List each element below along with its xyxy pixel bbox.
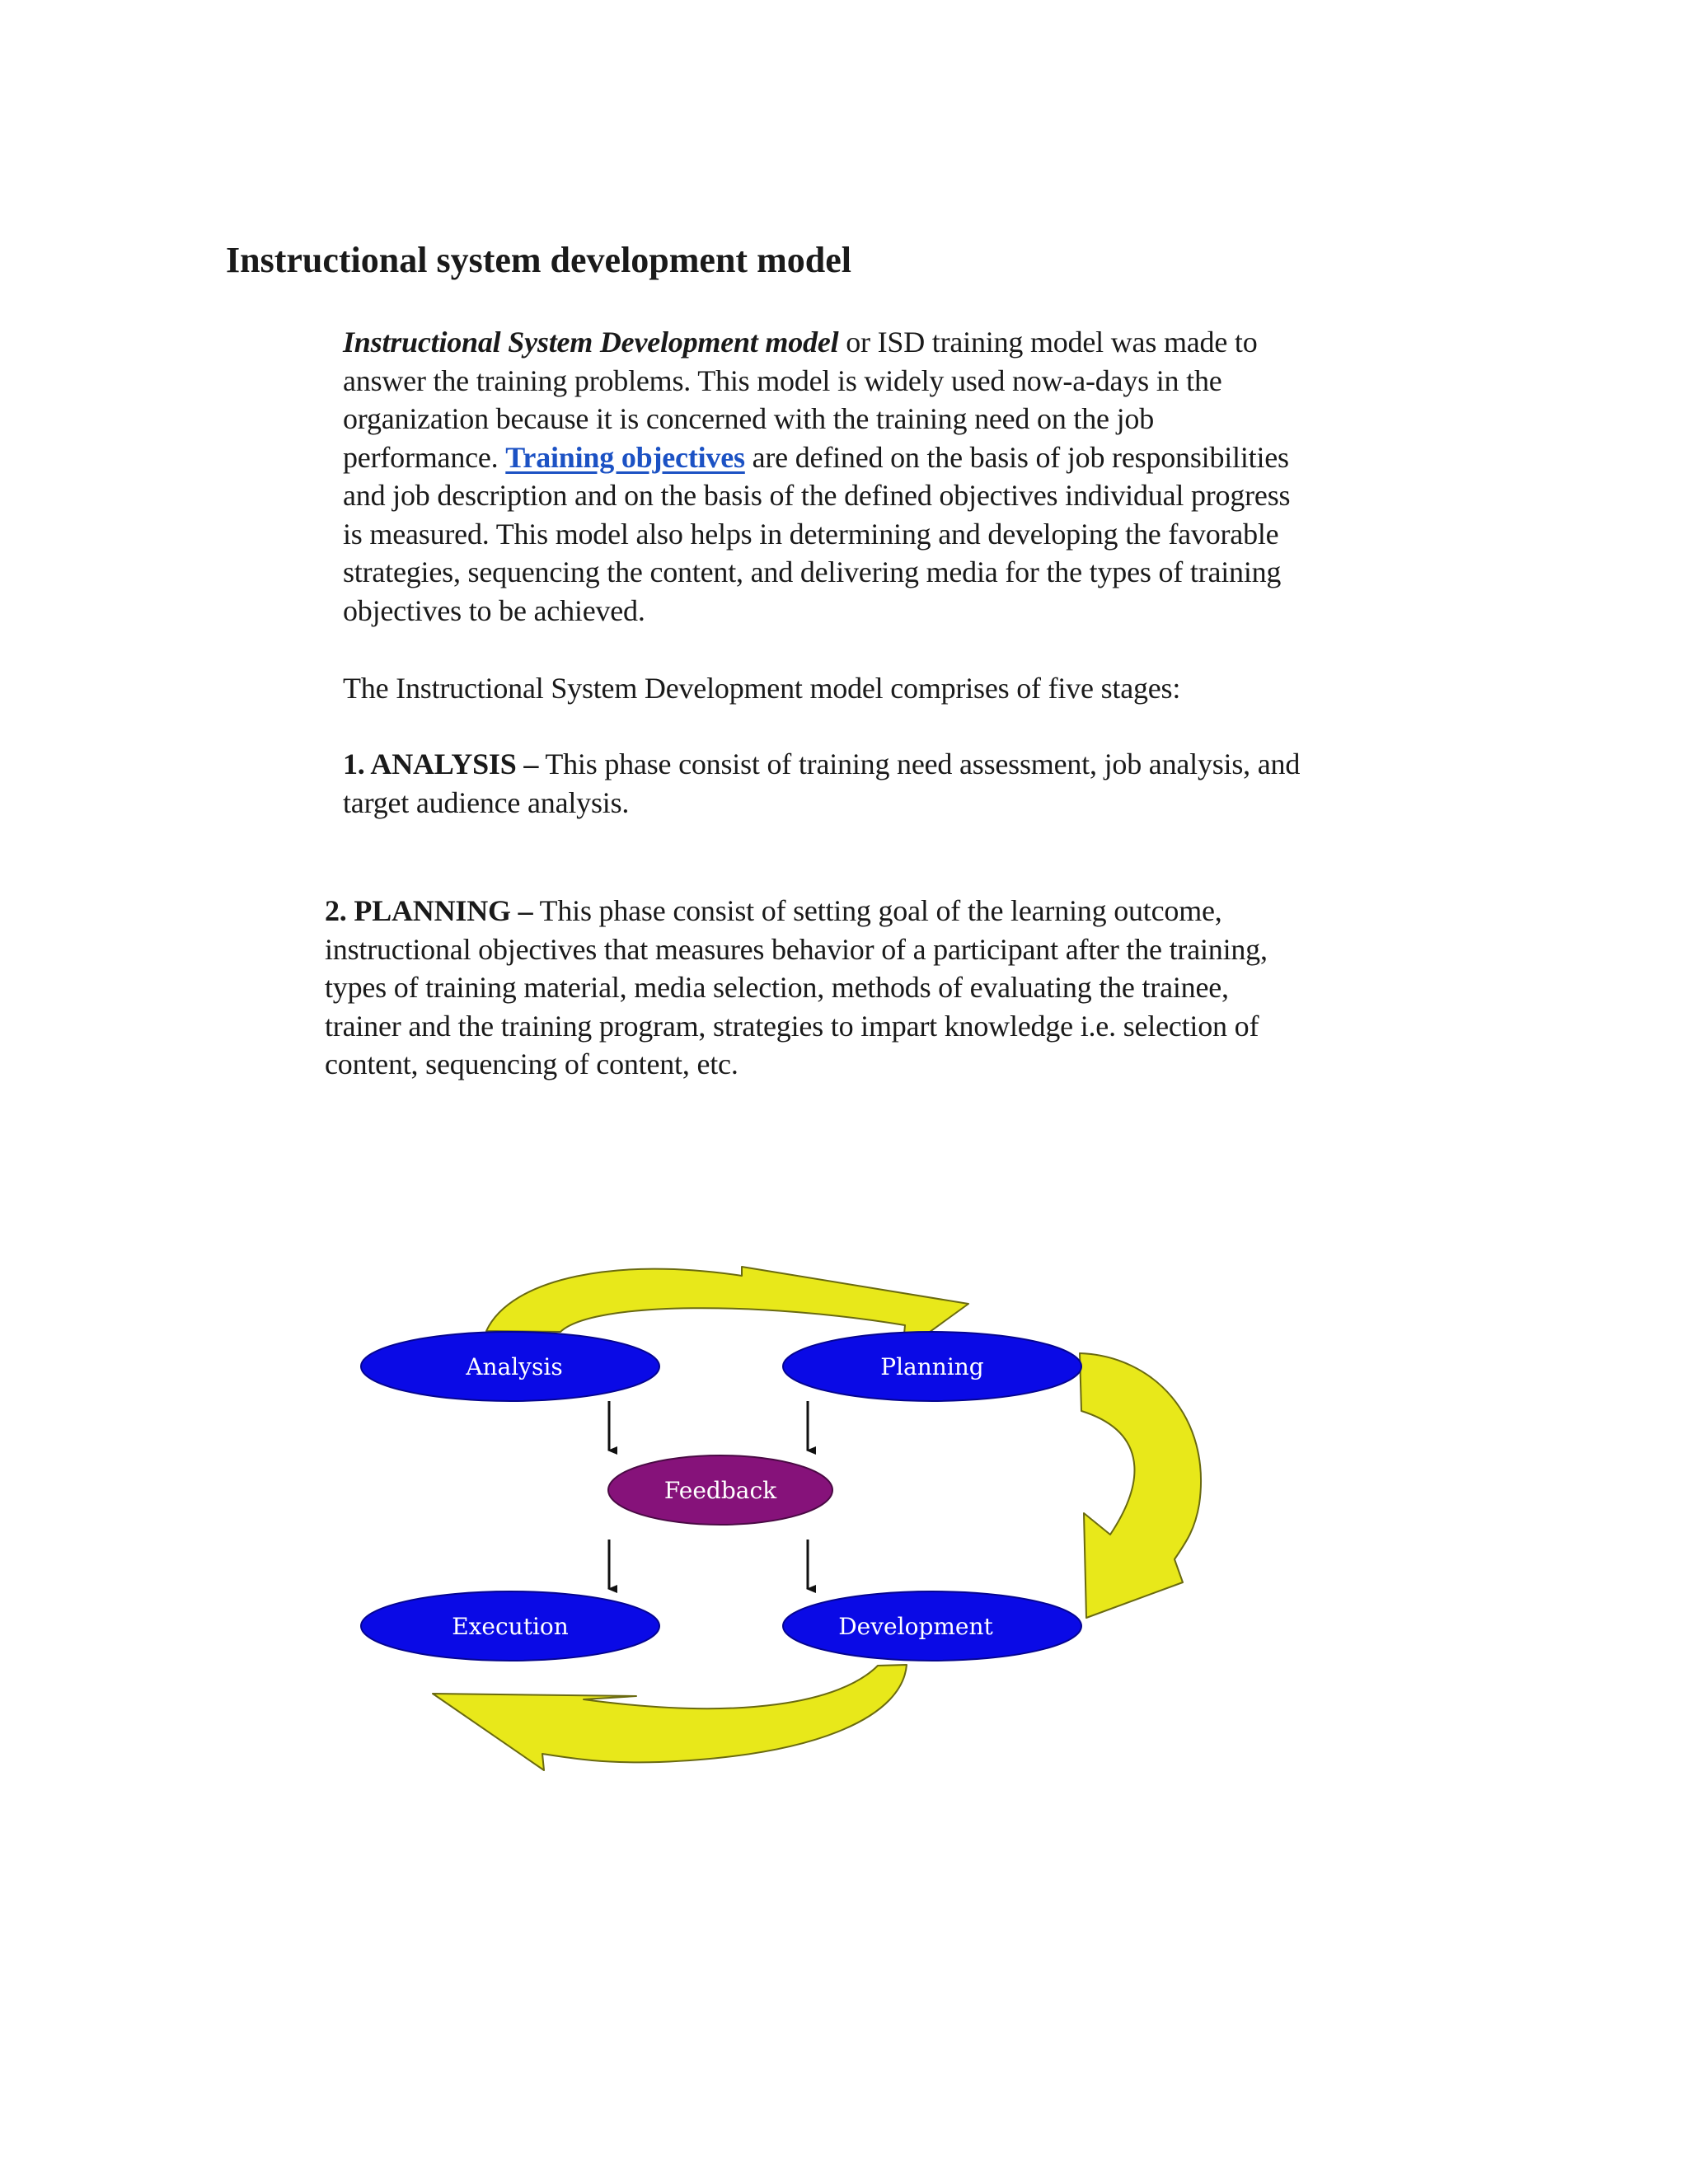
intro-text: are defined on the basis of job responsibilities (744, 440, 1289, 474)
intro-line: organization because it is concerned with the training need on the job (343, 402, 1155, 435)
analysis-text: This phase consist of training need assessment, job analysis, and (538, 748, 1301, 780)
planning-line: trainer and the training program, strategies to impart knowledge i.e. selection of (325, 1009, 1259, 1043)
node-planning-label: Planning (880, 1353, 984, 1380)
stages-intro-line: The Instructional System Development model comprises of five stages: (343, 672, 1181, 705)
intro-text: or ISD training model was made to (838, 326, 1258, 359)
intro-line: objectives to be achieved. (343, 593, 645, 627)
node-planning (783, 1332, 1081, 1401)
planning-line: types of training material, media selection, methods of evaluating the trainee, (325, 971, 1229, 1004)
node-analysis-label: Analysis (466, 1353, 563, 1380)
node-development-label: Development (838, 1613, 993, 1640)
intro-line: and job description and on the basis of the defined objectives individual progress (343, 479, 1291, 512)
isd-cycle-diagram (330, 1236, 1236, 1813)
node-execution-label: Execution (452, 1613, 569, 1640)
planning-text: This phase consist of setting goal of the learning outcome, (532, 894, 1222, 927)
page-title: Instructional system development model (226, 240, 851, 280)
planning-label: 2. PLANNING – (325, 894, 533, 927)
isd-model-term: Instructional System Development model (343, 326, 839, 359)
intro-line: answer the training problems. This model is widely used now-a-days in the (343, 363, 1222, 397)
intro-text: performance. (343, 440, 506, 474)
planning-line: content, sequencing of content, etc. (325, 1047, 738, 1080)
planning-line (325, 892, 1268, 930)
stages-intro (343, 669, 1180, 708)
intro-line (343, 323, 1290, 362)
analysis-line: target audience analysis. (343, 785, 630, 819)
planning-section (325, 892, 1268, 1084)
node-development (783, 1591, 1081, 1661)
node-feedback-label: Feedback (663, 1477, 777, 1504)
intro-line (343, 438, 1290, 477)
arrow-planning-to-development (1080, 1353, 1201, 1618)
node-execution (361, 1591, 659, 1661)
analysis-label: 1. ANALYSIS – (343, 748, 539, 780)
intro-line: strategies, sequencing the content, and delivering media for the types of training (343, 555, 1282, 588)
intro-paragraph (343, 323, 1290, 630)
planning-line: instructional objectives that measures behavior of a participant after the training, (325, 932, 1268, 966)
intro-line: is measured. This model also helps in determining and developing the favorable (343, 517, 1279, 551)
analysis-line (343, 745, 1300, 784)
arrow-development-to-execution (433, 1665, 907, 1770)
training-objectives-link[interactable]: Training objectives (505, 440, 745, 474)
analysis-section (343, 745, 1300, 822)
node-analysis (361, 1332, 659, 1401)
node-feedback (608, 1455, 832, 1525)
